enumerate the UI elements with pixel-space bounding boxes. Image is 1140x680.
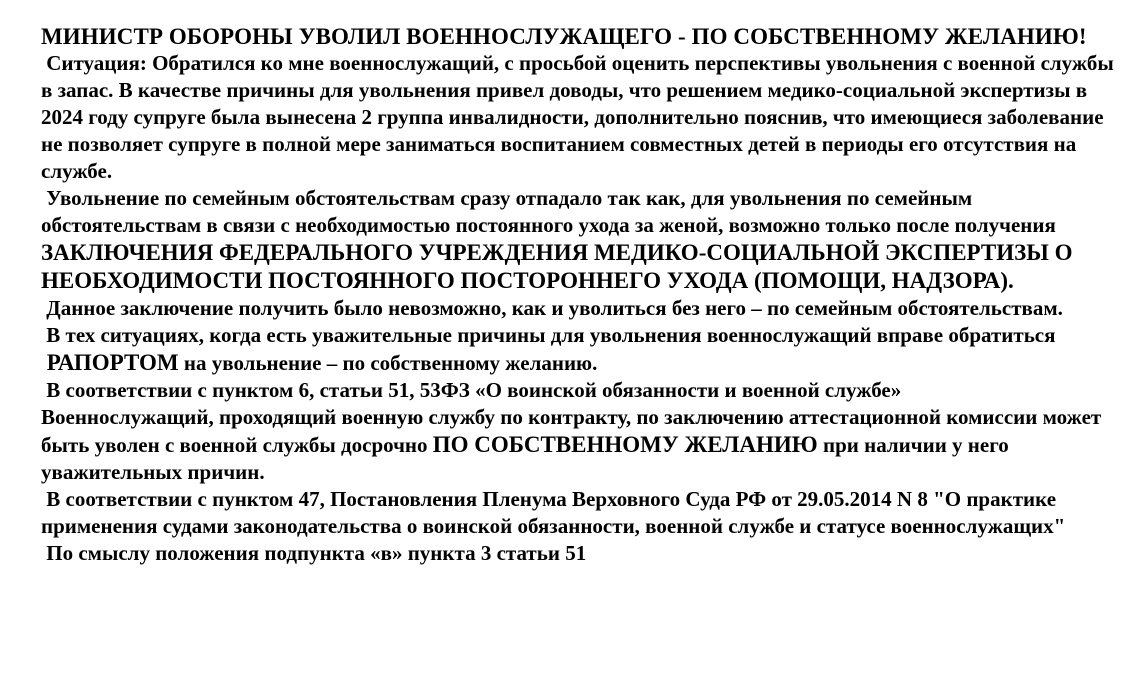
paragraph-report-caps: РАПОРТОМ [41,350,179,375]
paragraph-report-text: на увольнение – по собственному желанию. [178,351,598,375]
paragraph-subpoint: По смыслу положения подпункта «в» пункта 3 статьи 51 [41,541,587,565]
paragraph-contract-tail: при наличии у него уважительных причин. [41,433,1014,484]
paragraph-law-reference: В соответствии с пунктом 6, статьи 51, 53ФЗ «О воинской обязанности и военной службе» [41,378,902,402]
paragraph-contract-text: Военнослужащий, проходящий военную службу по контракту, по заключению аттестационной комиссии может быть уволен с военной службы досрочно [41,405,1107,457]
document-title: МИНИСТР ОБОРОНЫ УВОЛИЛ ВОЕННОСЛУЖАЩЕГО - ПО СОБСТВЕННОМУ ЖЕЛАНИЮ! [41,24,1087,49]
document-body [41,23,1121,567]
paragraph-report [41,349,1121,377]
paragraph-plenum-reference: В соответствии с пунктом 47, Постановления Пленума Верховного Суда РФ от 29.05.2014 N 8 "О практике применения судами законодательства о воинской обязанности, военной службе и статусе военнослужащих" [41,487,1066,538]
paragraph-impossible: Данное заключение получить было невозможно, как и уволиться без него – по семейным обстоятельствам. [41,296,1063,320]
paragraph-family-text: Увольнение по семейным обстоятельствам сразу отпадало так как, для увольнения по семейным обстоятельствам в связи с необходимостью постоянного ухода за женой, возможно только после получения [41,186,1062,237]
paragraph-family-circumstances [41,185,1121,295]
paragraph-respectful-reasons: В тех ситуациях, когда есть уважительные причины для увольнения военнослужащий вправе обратиться [41,323,1056,347]
paragraph-situation: Ситуация: Обратился ко мне военнослужащий, с просьбой оценить перспективы увольнения с военной службы в запас. В качестве причины для увольнения привел доводы, что решением медико-социальной экспертизы в 2024 году супруге была вынесена 2 группа инвалидности, дополнительно пояснив, что имеющиеся заболевание не позволяет супруге в полной мере заниматься воспитанием совместных детей в периоды его отсутствия на службе. [41,51,1120,183]
paragraph-family-conclusion-caps: ЗАКЛЮЧЕНИЯ ФЕДЕРАЛЬНОГО УЧРЕЖДЕНИЯ МЕДИКО-СОЦИАЛЬНОЙ ЭКСПЕРТИЗЫ О НЕОБХОДИМОСТИ ПОСТОЯННОГО ПОСТОРОННЕГО УХОДА (ПОМОЩИ, НАДЗОРА). [41,240,1079,293]
paragraph-contract-caps: ПО СОБСТВЕННОМУ ЖЕЛАНИЮ [432,432,818,457]
paragraph-contract-service [41,404,1121,486]
